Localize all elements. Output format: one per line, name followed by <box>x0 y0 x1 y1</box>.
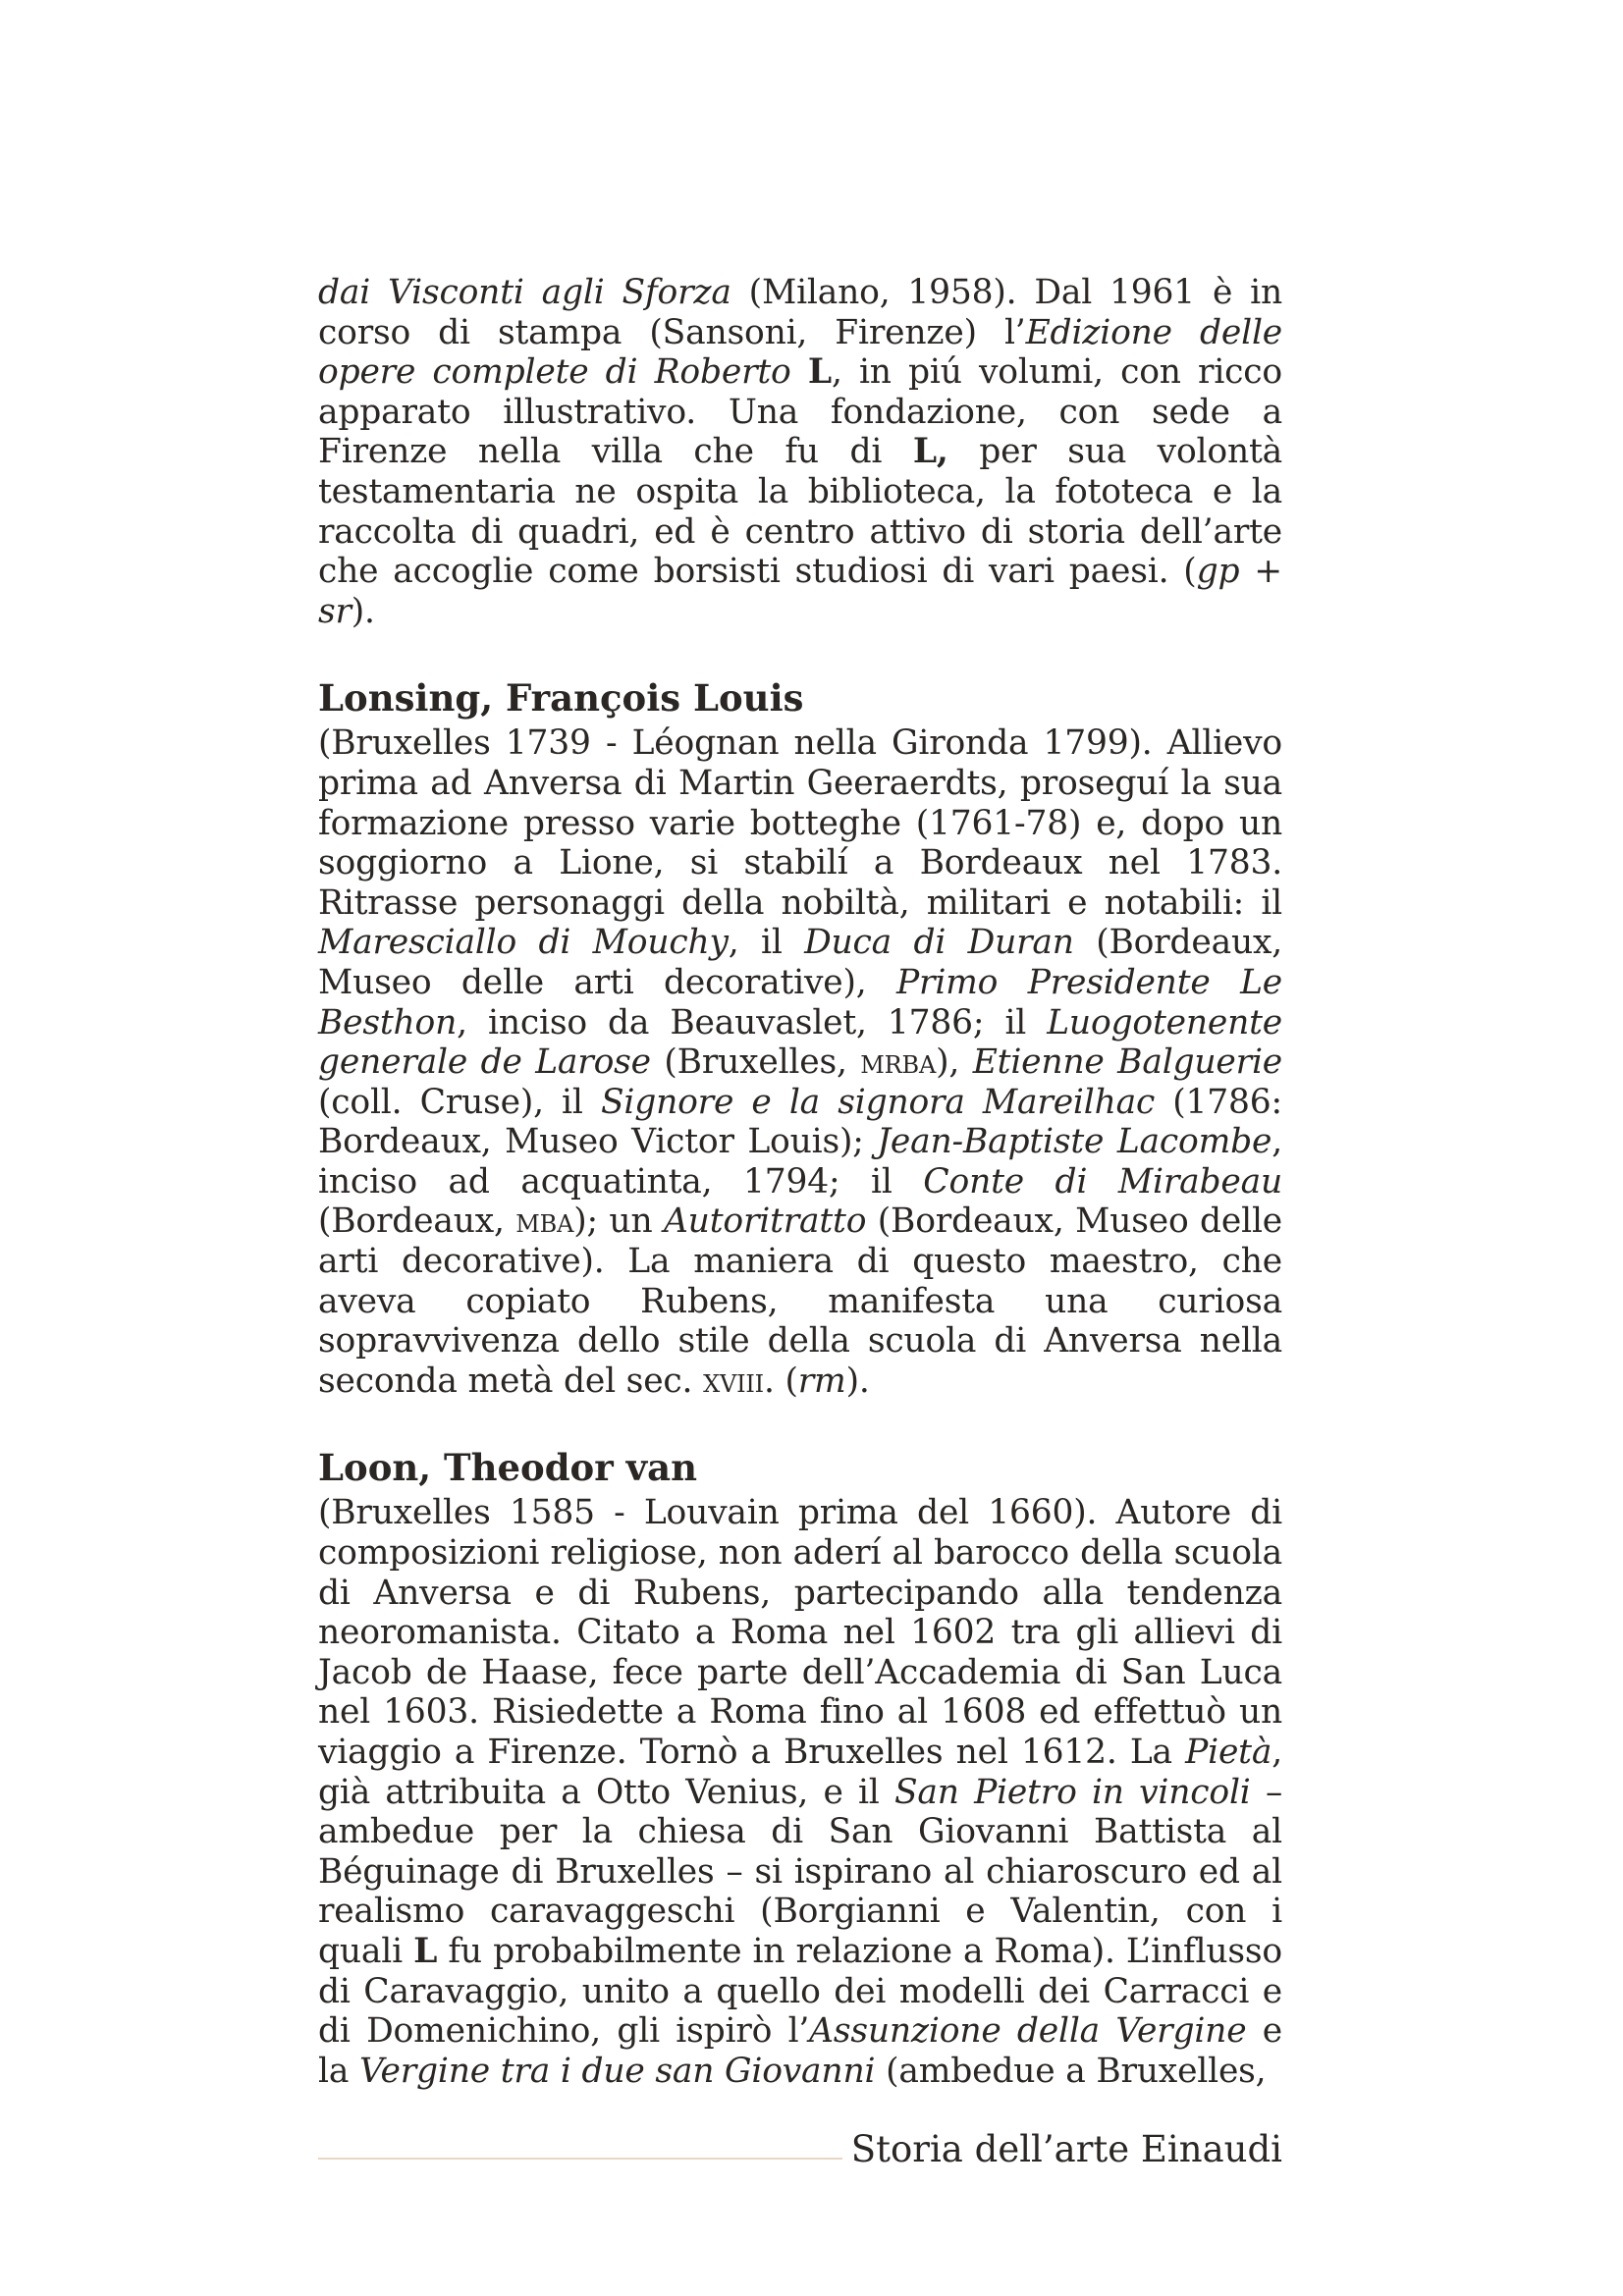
bold-abbrev: L, <box>912 432 948 472</box>
body-text: , già attribuita a Otto Venius, e il <box>318 1733 1282 1812</box>
entry-title: Lonsing, François Louis <box>318 676 804 721</box>
page-body <box>318 273 1282 2091</box>
italic-text: Vergine tra i due san Giovanni <box>358 2051 876 2091</box>
body-text: , in piú volumi, con ricco apparato illustrativo. Una fondazione, con sede a Firenze nella villa che fu di <box>318 352 1282 472</box>
body-text: ). <box>351 591 375 631</box>
body-text: . ( <box>763 1361 798 1401</box>
body-text: (ambedue a Bruxelles, <box>875 2051 1267 2091</box>
small-caps-text: mba <box>515 1201 574 1242</box>
continuation-paragraph <box>318 273 1282 631</box>
body-text: e la <box>318 2011 1282 2091</box>
entry-paragraph <box>318 1493 1282 2091</box>
body-text: (Bruxelles, <box>650 1042 861 1083</box>
body-text: (Bruxelles 1739 - Léognan nella Gironda 1799). Allievo prima ad Anversa di Martin Geeraerdts, proseguí la sua formazione presso varie botteghe (1761-78) e, dopo un soggiorno a Lione, si stabilí a Bordeaux nel 1783. Ritrasse personaggi della nobiltà, militari e notabili: il <box>318 723 1282 923</box>
italic-text: San Pietro in vincoli <box>893 1772 1251 1812</box>
italic-text: Pietà <box>1185 1733 1272 1772</box>
body-text: – ambedue per la chiesa di San Giovanni Battista al Béguinage di Bruxelles – si ispirano al chiaroscuro ed al realismo caravaggeschi (Borgianni e Valentin, con i quali <box>318 1772 1282 1971</box>
body-text: ); un <box>573 1201 664 1242</box>
body-text: (coll. Cruse), il <box>318 1082 601 1122</box>
italic-text: Edizione delle opere complete di Roberto <box>318 312 1282 393</box>
body-text: (Bruxelles 1585 - Louvain prima del 1660). Autore di composizioni religiose, non aderí al barocco della scuola di Anversa e di Rubens, partecipando alla tendenza neoromanista. Citato a Roma nel 1602 tra gli allievi di Jacob de Haase, fece parte dell’Accademia di San Luca nel 1603. Risiedette a Roma fino al 1608 ed effettuò un viaggio a Firenze. Tornò a Bruxelles nel 1612. La <box>318 1493 1282 1772</box>
body-text: ), <box>936 1042 973 1083</box>
italic-text: rm <box>797 1361 846 1401</box>
italic-text: gp + sr <box>318 552 1282 631</box>
body-text: , il <box>728 923 805 963</box>
italic-text: dai Visconti agli Sforza <box>318 273 731 312</box>
small-caps-text: xviii <box>703 1361 764 1401</box>
footer-rule <box>318 2158 842 2160</box>
body-text: (Bordeaux, Museo delle arti decorative). La maniera di questo maestro, che aveva copiato Rubens, manifesta una curiosa sopravvivenza dello stile della scuola di Anversa nella seconda metà del sec. <box>318 1201 1282 1401</box>
body-text: , inciso da Beauvaslet, 1786; il <box>457 1002 1048 1042</box>
body-text: (1786: Bordeaux, Museo Victor Louis); <box>318 1082 1282 1162</box>
italic-text: Conte di Mirabeau <box>923 1161 1282 1201</box>
entry-title: Loon, Theodor van <box>318 1446 697 1490</box>
italic-text: Luogotenente generale de Larose <box>318 1002 1282 1083</box>
body-text: fu probabilmente in relazione a Roma). L’influsso di Caravaggio, unito a quello dei modelli dei Carracci e di Domenichino, gli ispirò l’ <box>318 1931 1282 2052</box>
italic-text: Autoritratto <box>663 1201 867 1242</box>
entry-loon <box>318 1446 1282 2091</box>
italic-text: Maresciallo di Mouchy <box>318 923 729 963</box>
body-text: (Milano, 1958). Dal 1961 è in corso di stampa (Sansoni, Firenze) l’ <box>318 273 1282 352</box>
entry-paragraph <box>318 723 1282 1401</box>
small-caps-text: mrba <box>860 1042 937 1083</box>
italic-text: Etienne Balguerie <box>972 1042 1282 1083</box>
body-text: per sua volontà testamentaria ne ospita la biblioteca, la fototeca e la raccolta di quadri, ed è centro attivo di storia dell’arte che accoglie come borsisti studiosi di vari paesi. ( <box>318 432 1282 592</box>
bold-abbrev: L <box>807 352 832 393</box>
italic-text: Primo Presidente Le Besthon <box>318 962 1282 1042</box>
body-text <box>791 352 808 392</box>
body-text: (Bordeaux, Museo delle arti decorative), <box>318 923 1282 1002</box>
italic-text: Signore e la signora Mareilhac <box>600 1082 1156 1122</box>
body-text: (Bordeaux, <box>318 1201 516 1242</box>
footer-publisher: Storia dell’arte Einaudi <box>850 2128 1282 2170</box>
bold-abbrev: L <box>413 1931 438 1971</box>
italic-text: Duca di Duran <box>804 923 1074 963</box>
body-text: ). <box>845 1361 870 1401</box>
italic-text: Assunzione della Vergine <box>809 2011 1247 2052</box>
continuation-entry <box>318 273 1282 631</box>
entry-lonsing <box>318 676 1282 1401</box>
body-text: , inciso ad acquatinta, 1794; il <box>318 1122 1282 1201</box>
italic-text: Jean-Baptiste Lacombe <box>877 1122 1272 1162</box>
